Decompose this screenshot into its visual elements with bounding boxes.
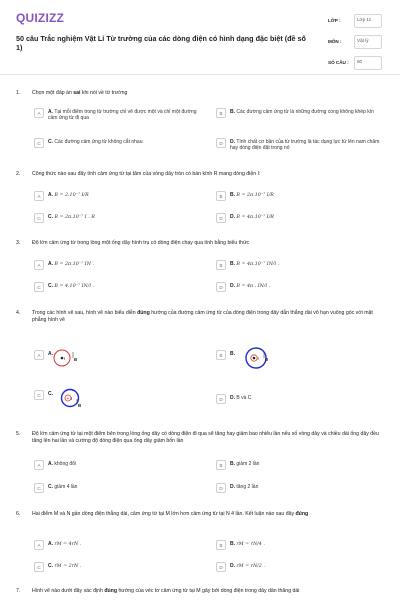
option-formula: rM = 2rN . [54, 563, 82, 569]
option-label: C. [48, 282, 53, 289]
question-text-emphasis: sai [73, 90, 81, 96]
current-dot-icon [253, 357, 256, 360]
option-label: D. [230, 138, 235, 145]
option-c[interactable] [34, 390, 204, 410]
meta-value-socau: 50 [354, 56, 382, 70]
option-label: C. [48, 390, 53, 397]
question-text: Độ lớn cảm ứng từ trong lòng một ống dây hình trụ có dòng điện chạy qua tính bằng biểu thức [32, 240, 250, 246]
current-cross-icon: + [66, 396, 70, 402]
current-label: I [71, 396, 73, 401]
option-body: giảm 4 lần [54, 483, 78, 490]
question-text-part: Hình vẽ nào dưới đây xác định [32, 588, 105, 594]
option-body: giảm 2 lần [236, 460, 260, 467]
field-label: B [265, 357, 269, 362]
question-text-part: Trong các hình vẽ sau, hình vẽ nào biểu diễn [32, 310, 138, 316]
option-letter: B [216, 260, 226, 270]
option-label: A. [48, 260, 53, 267]
option-text [48, 261, 200, 268]
header-divider [0, 74, 400, 75]
question-number: 2. [16, 171, 21, 177]
option-letter: A [34, 260, 44, 270]
option-letter: D [216, 394, 226, 404]
option-label: D. [230, 562, 235, 569]
option-text [230, 395, 382, 402]
option-text [48, 109, 200, 122]
option-text [230, 484, 382, 491]
option-text [230, 139, 382, 152]
option-text [48, 283, 200, 290]
option-label: C. [48, 213, 53, 220]
question-text-part: khi nói về từ trường [80, 90, 128, 96]
option-text [230, 541, 382, 548]
option-label: A. [48, 191, 53, 198]
option-formula: B = 2π.10⁻⁷ I . R [54, 214, 95, 220]
question-text [32, 90, 382, 97]
meta-label-socau: SỐ CÂU : [328, 60, 349, 65]
option-letter: A [34, 108, 44, 118]
field-line-figure [56, 386, 96, 410]
question-number: 3. [16, 240, 21, 246]
option-text [230, 109, 382, 116]
field-label: B [74, 357, 78, 362]
option-letter: A [34, 460, 44, 470]
option-letter: A [34, 540, 44, 550]
option-letter: D [216, 282, 226, 292]
option-body: không đổi [54, 460, 77, 467]
option-text [48, 563, 200, 570]
question-text-emphasis: đúng [104, 588, 118, 594]
meta-row-mon [328, 35, 384, 49]
option-text [48, 139, 200, 146]
option-body: Tại mỗi điểm trong từ trường chỉ vẽ được một và chỉ một đường cảm ứng từ đi qua [48, 108, 197, 121]
field-line-circle [246, 348, 269, 368]
option-letter: D [216, 213, 226, 223]
question-number: 6. [16, 511, 21, 517]
option-label: B. [230, 350, 235, 357]
option-text [230, 283, 382, 290]
option-letter: D [216, 138, 226, 148]
meta-value-mon: Vật lý [354, 35, 382, 49]
meta-row-socau [328, 56, 384, 70]
quizizz-logo: QUIZIZZ [16, 11, 65, 25]
option-formula: rM = 4rN . [54, 541, 82, 547]
meta-label-lop: LỚP : [328, 18, 341, 23]
option-label: B. [230, 260, 235, 267]
option-label: A. [48, 108, 53, 115]
option-label: D. [230, 213, 235, 220]
question-number: 7. [16, 588, 21, 594]
option-text [230, 192, 382, 199]
option-a[interactable] [34, 350, 204, 370]
option-body: Tính chất cơ bản của từ trường là tác dụng lực từ lên nam châm hay dòng điện đặt trong nó [230, 138, 380, 151]
meta-label-mon: MÔN : [328, 39, 342, 44]
option-text [48, 461, 200, 468]
option-body: Các đường cảm ứng từ không cắt nhau [54, 138, 143, 145]
option-letter: D [216, 483, 226, 493]
option-text [230, 261, 382, 268]
current-label: I [257, 356, 259, 361]
option-body: B và C [236, 394, 252, 401]
option-label: A. [48, 350, 53, 357]
option-letter: B [216, 460, 226, 470]
option-label: B. [230, 191, 235, 198]
question-text: Công thức nào sau đây tính cảm ứng từ tại tâm của vòng dây tròn có bán kính R mang dòng điện I: [32, 171, 261, 177]
option-formula: B = 4π.10⁻⁷ I/R [236, 214, 274, 220]
question-number: 5. [16, 431, 21, 437]
option-label: D. [230, 394, 235, 401]
option-letter: C [34, 213, 44, 223]
option-formula: B = 4π . IN/l . [236, 283, 271, 289]
field-line-figure [236, 346, 276, 370]
option-body: tăng 2 lần [236, 483, 259, 490]
option-formula: B = 2.10⁻⁷ I/R [54, 192, 89, 198]
question-text-emphasis: đúng [295, 511, 309, 517]
current-label: I [64, 356, 66, 361]
option-formula: rM = rN/2 . [236, 563, 265, 569]
option-formula: rM = rN/4 . [236, 541, 265, 547]
question-number: 1. [16, 90, 21, 96]
meta-row-lop [328, 14, 384, 28]
field-line-figure [48, 346, 88, 370]
option-letter: B [216, 191, 226, 201]
option-text [48, 214, 200, 221]
option-letter: C [34, 390, 44, 400]
option-letter: A [34, 350, 44, 360]
option-label: B. [230, 108, 235, 115]
option-label: D. [230, 282, 235, 289]
option-label: A. [48, 540, 53, 547]
option-text [48, 484, 200, 491]
worksheet-header [16, 10, 384, 70]
question-text-part: hướng của đường cảm ứng từ của dòng điện trong dây dẫn thẳng dài vô hạn vuông góc với mặt phẳng hình vẽ [32, 310, 373, 324]
option-formula: B = 4.10⁻⁷ IN/l . [54, 283, 94, 289]
option-letter: B [216, 350, 226, 360]
option-formula: B = 4π.10⁻⁷ IN/l . [236, 261, 280, 267]
option-letter: B [216, 540, 226, 550]
worksheet-meta [328, 14, 384, 77]
option-label: B. [230, 540, 235, 547]
option-letter: D [216, 562, 226, 572]
option-letter: C [34, 562, 44, 572]
option-text [230, 563, 382, 570]
option-formula: B = 2π.10⁻⁷ IN . [54, 261, 94, 267]
question-text [32, 310, 382, 324]
meta-value-lop: Lớp 11 [354, 14, 382, 28]
question-number: 4. [16, 310, 21, 316]
option-label: B. [230, 460, 235, 467]
option-text [230, 461, 382, 468]
question-text [32, 511, 382, 518]
question-text-part: hướng của véc tơ cảm ứng từ tại M gây bởi dòng điện trong dây dẫn thẳng dài [117, 588, 300, 594]
option-body: Các đường cảm ứng từ là những đường cong không khép kín [236, 108, 374, 115]
worksheet-title: 50 câu Trắc nghiệm Vật Lí Từ trường của các dòng điện có hình dạng đặc biệt (đề số 1) [16, 34, 306, 53]
option-text [48, 192, 200, 199]
field-line-circle [62, 390, 82, 408]
option-label: A. [48, 460, 53, 467]
option-letter: C [34, 282, 44, 292]
question-text-emphasis: đúng [137, 310, 150, 316]
option-b[interactable] [216, 350, 386, 370]
option-label: D. [230, 483, 235, 490]
question-text-part: Chọn một đáp án [32, 90, 74, 96]
option-label: C. [48, 562, 53, 569]
option-label: C. [48, 483, 53, 490]
question-text [32, 588, 382, 595]
option-letter: B [216, 108, 226, 118]
option-formula: B = 2π.10⁻⁷ I/R [236, 192, 274, 198]
question-text: Độ lớn cảm ứng từ tại một điểm bên trong lòng ống dây có dòng điện đi qua sẽ tăng hay giảm bao nhiêu lần nếu số vòng dây và chiều dài ống dây đều tăng lên hai lần và cường độ dòng điện qua ống dây giảm bốn lần [32, 431, 379, 445]
option-text [230, 214, 382, 221]
field-label: B [78, 403, 82, 408]
option-text [48, 541, 200, 548]
option-label: C. [48, 138, 53, 145]
question-text-part: Hai điểm M và N gần dòng điện thẳng dài, cảm ứng từ tại M lớn hơn cảm ứng từ tại N 4 lần. Kết luận nào sau đây [32, 511, 296, 517]
option-letter: C [34, 483, 44, 493]
option-letter: C [34, 138, 44, 148]
option-letter: A [34, 191, 44, 201]
current-dot-icon [61, 357, 64, 360]
